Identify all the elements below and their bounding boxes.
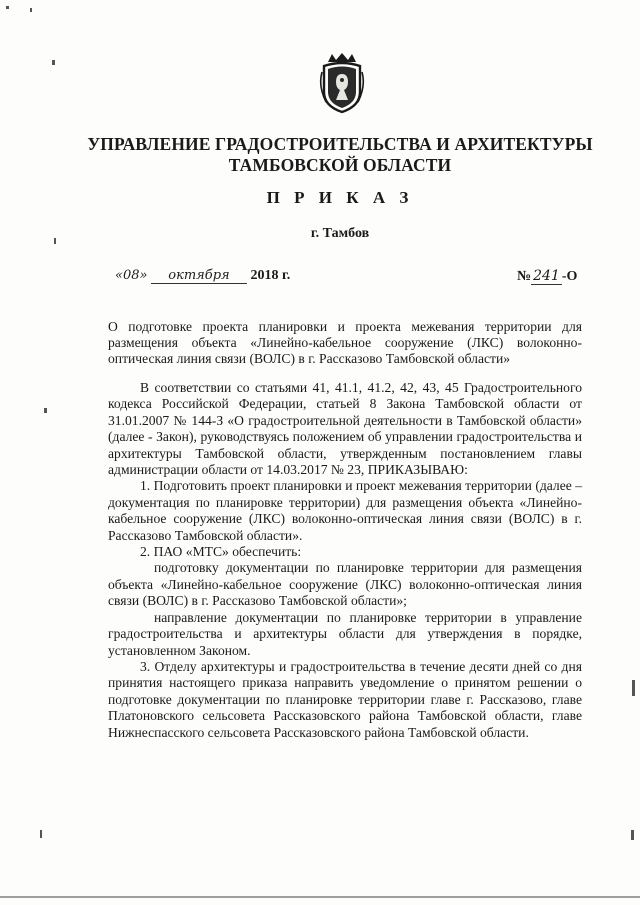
city: г. Тамбов <box>310 226 370 241</box>
scan-speck <box>631 830 634 840</box>
scan-speck <box>54 238 56 244</box>
order-subject: О подготовке проекта планировки и проекта межевания территории для размещения объекта «Линейно-кабельное сооружение (ЛКС) волоконно-оптическая линия связи (ВОЛС) в г. Рассказово Тамбовской области» <box>108 319 582 367</box>
order-body <box>108 380 582 741</box>
scan-speck <box>44 408 47 413</box>
number-value: 241 <box>533 268 560 284</box>
date-day: «08» <box>115 268 148 283</box>
order-title: П Р И К А З <box>266 188 414 207</box>
scan-speck <box>40 830 42 838</box>
scan-speck <box>52 60 55 65</box>
paragraph-item-2-sub-1: подготовку документации по планировке территории для размещения объекта «Линейно-кабельное сооружение (ЛКС) волоконно-оптическая линия связи (ВОЛС) в г. Рассказово Тамбовской области»; <box>108 560 582 609</box>
number-prefix: № <box>517 269 532 284</box>
scan-speck <box>6 6 9 9</box>
number-suffix: -О <box>561 269 578 284</box>
paragraph-preamble: В соответствии со статьями 41, 41.1, 41.2, 42, 43, 45 Градостроительного кодекса Российской Федерации, статьей 8 Закона Тамбовской области от 31.01.2007 № 144-З «О градостроительной деятельности в Тамбовской области» (далее - Закон), руководствуясь положением об управлении градостроительства и архитектуры Тамбовской области, утвержденным постановлением главы администрации области от 14.03.2017 № 23, ПРИКАЗЫВАЮ: <box>108 380 582 478</box>
organization-name <box>60 134 620 176</box>
scan-speck <box>632 680 635 696</box>
paragraph-item-3: 3. Отделу архитектуры и градостроительства в течение десяти дней со дня принятия настоящего приказа направить уведомление о принятом решении о подготовке документации по планировке территории главе г. Рассказово, главе Платоновского сельсовета Рассказовского района Тамбовской области, главе Нижнеспасского сельсовета Рассказовского района Тамбовской области. <box>108 658 582 740</box>
organization-line-1: УПРАВЛЕНИЕ ГРАДОСТРОИТЕЛЬСТВА И АРХИТЕКТУРЫ <box>87 134 593 154</box>
order-date <box>115 268 290 284</box>
scan-edge <box>0 896 640 898</box>
date-year: 2018 г. <box>250 268 291 283</box>
paragraph-item-2-sub-2: направление документации по планировке территории в управление градостроительства и архитектуры области для утверждения в порядке, установленном Законом. <box>108 609 582 658</box>
paragraph-item-2: 2. ПАО «МТС» обеспечить: <box>140 544 302 560</box>
organization-line-2: ТАМБОВСКОЙ ОБЛАСТИ <box>228 155 452 175</box>
coat-of-arms-icon <box>318 52 366 114</box>
scan-speck <box>30 8 32 12</box>
paragraph-item-1: 1. Подготовить проект планировки и проект межевания территории (далее – документация по планировке территории) для размещения объекта «Линейно-кабельное сооружение (ЛКС) волоконно-оптическая линия связи (ВОЛС) в г. Рассказово Тамбовской области». <box>108 478 582 543</box>
date-month: октября <box>151 268 247 284</box>
order-number <box>517 268 577 285</box>
